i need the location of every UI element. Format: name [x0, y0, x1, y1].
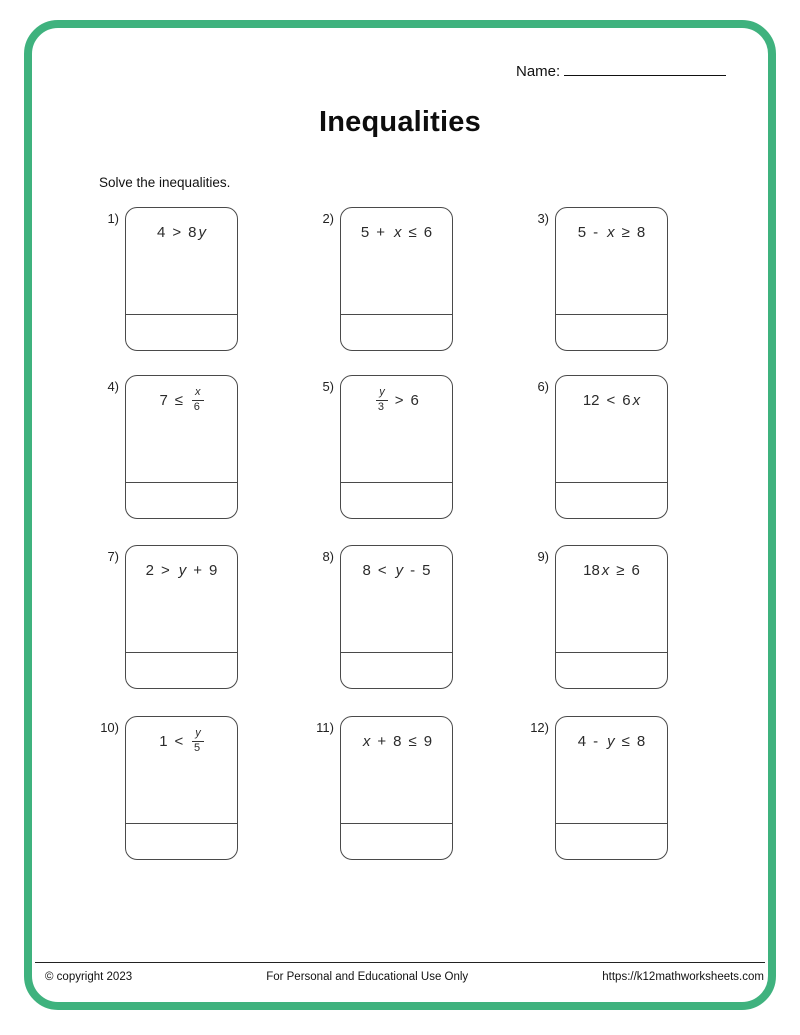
answer-area[interactable]: [126, 823, 237, 859]
problem-11: [316, 716, 453, 860]
problem-number: 5): [322, 379, 334, 394]
problem-10: [100, 716, 238, 860]
footer-url[interactable]: https://k12mathworksheets.com: [602, 971, 764, 983]
problem-box: [340, 716, 453, 860]
answer-area[interactable]: [556, 823, 667, 859]
problem-box: [555, 716, 668, 860]
problem-expression: 12 < 6 x: [582, 391, 641, 409]
problem-9: [537, 545, 668, 689]
problem-expression: 5 + x ≤ 6: [360, 223, 433, 241]
problem-number: 4): [107, 379, 119, 394]
problem-8: [322, 545, 453, 689]
problem-box: [125, 545, 238, 689]
problem-box: [340, 207, 453, 351]
problem-expression: 8 < y - 5: [362, 561, 431, 579]
problem-12: [530, 716, 668, 860]
problem-4: [107, 375, 238, 519]
problem-expression: 5 - x ≥ 8: [577, 223, 646, 241]
name-row: [516, 60, 726, 80]
answer-area[interactable]: [341, 652, 452, 688]
answer-area[interactable]: [556, 314, 667, 350]
footer: [45, 971, 764, 983]
problem-2: [322, 207, 453, 351]
name-input-line[interactable]: [564, 60, 726, 76]
problem-number: 6): [537, 379, 549, 394]
problem-number: 7): [107, 549, 119, 564]
answer-area[interactable]: [126, 314, 237, 350]
answer-area[interactable]: [556, 652, 667, 688]
problem-box: [125, 207, 238, 351]
problem-1: [107, 207, 238, 351]
problem-number: 9): [537, 549, 549, 564]
problem-box: [340, 375, 453, 519]
answer-area[interactable]: [556, 482, 667, 518]
footer-divider: [35, 962, 765, 963]
answer-area[interactable]: [126, 652, 237, 688]
problem-box: [555, 545, 668, 689]
footer-copyright: © copyright 2023: [45, 971, 133, 983]
problem-number: 8): [322, 549, 334, 564]
answer-area[interactable]: [341, 482, 452, 518]
problem-box: [555, 375, 668, 519]
problem-3: [537, 207, 668, 351]
problem-box: [555, 207, 668, 351]
problem-box: [340, 545, 453, 689]
problem-expression: 4 - y ≤ 8: [577, 732, 646, 750]
footer-usage-note: For Personal and Educational Use Only: [266, 971, 469, 983]
instructions-text: Solve the inequalities.: [99, 175, 231, 190]
problem-expression: $\frac{y}{3}$ > 6: [377, 385, 419, 413]
answer-area[interactable]: [341, 823, 452, 859]
problem-number: 2): [322, 211, 334, 226]
problem-expression: 1 < $\frac{y}{5}$: [126, 717, 237, 765]
answer-area[interactable]: [341, 314, 452, 350]
problem-expression: 18 x ≥ 6: [583, 561, 640, 579]
name-label: Name:: [516, 63, 561, 80]
problem-expression: 2 > y + 9: [145, 561, 218, 579]
problem-box: [125, 375, 238, 519]
problem-number: 12): [530, 720, 549, 735]
problem-expression: x + 8 ≤ 9: [362, 732, 433, 750]
problem-expression: 7 ≤ $\frac{x}{6}$: [126, 376, 237, 424]
problem-5: [322, 375, 453, 519]
problem-box: [125, 716, 238, 860]
page-title: Inequalities: [319, 106, 481, 138]
problem-number: 10): [100, 720, 119, 735]
problem-6: [537, 375, 668, 519]
problem-number: 1): [107, 211, 119, 226]
problem-number: 3): [537, 211, 549, 226]
problem-number: 11): [316, 720, 334, 735]
answer-area[interactable]: [126, 482, 237, 518]
problem-expression: 4 > 8 y: [157, 223, 206, 241]
problem-7: [107, 545, 238, 689]
